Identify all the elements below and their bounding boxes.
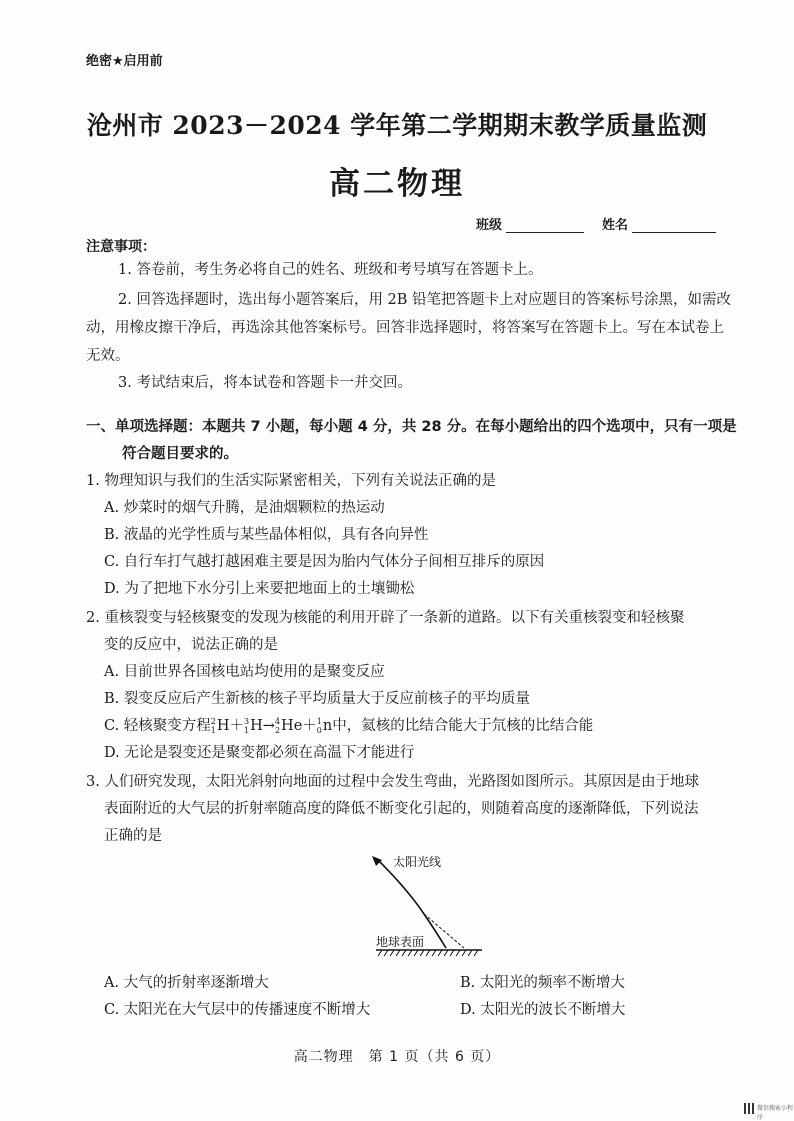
question-3-stem: 3. 人们研究发现，太阳光斜射向地面的过程中会发生弯曲，光路图如图所示。其原因是由于地球: [86, 774, 699, 790]
note-item: 3. 考试结束后，将本试卷和答题卡一并交回。: [118, 375, 412, 391]
dashed-straight-path: [424, 914, 464, 948]
n-z: 0: [316, 726, 322, 735]
section-heading: [86, 414, 746, 468]
h3-mass: 3: [244, 717, 250, 726]
section-heading-line2: 符合题目要求的。: [122, 446, 238, 462]
watermark-text: 微信搜索小程序: [757, 1105, 794, 1121]
class-label: 班级: [476, 218, 503, 233]
n-mass: 1: [316, 717, 322, 726]
refraction-figure: [360, 850, 500, 960]
question-2-option-c: [104, 713, 593, 740]
question-2-option-d: D. 无论是裂变还是聚变都必须在高温下才能进行: [104, 745, 415, 761]
question-2-stem-cont: 变的反应中，说法正确的是: [104, 637, 278, 653]
option-c-suffix: 中，氦核的比结合能大于氘核的比结合能: [332, 718, 594, 734]
he-mass: 4: [274, 717, 281, 726]
plus-sign: ＋: [302, 718, 317, 734]
confidential-mark: 绝密★启用前: [86, 54, 163, 69]
ground-hatch: [378, 950, 478, 956]
question-1-option-c: C. 自行车打气越打越困难主要是因为胎内气体分子间相互排斥的原因: [104, 554, 545, 570]
question-1-option-a: A. 炒菜时的烟气升腾，是油烟颗粒的热运动: [104, 500, 385, 516]
nuclide-he-numbers: [275, 717, 280, 735]
nuclide-he: He: [281, 718, 303, 734]
question-1-option-b: B. 液晶的光学性质与某些晶体相似，具有各向异性: [104, 527, 429, 543]
note-item: 2. 回答选择题时，选出每小题答案后，用 2B 铅笔把答题卡上对应题目的答案标号涂黑，如需改动，用橡皮擦干净后，再选涂其他答案标号。回答非选择题时，将答案写在答题卡上。写在本试卷上无效。: [86, 292, 732, 364]
neutron-numbers: [317, 717, 322, 735]
name-label: 姓名: [602, 218, 629, 233]
question-3-option-b: B. 太阳光的频率不断增大: [460, 975, 625, 991]
reaction-arrow: →: [262, 718, 275, 734]
nuclide-h2-numbers: [211, 717, 216, 735]
nuclide-h2: H: [216, 718, 230, 734]
question-3-stem-cont: 正确的是: [104, 828, 162, 844]
h3-z: 1: [244, 726, 250, 735]
arrow-head-icon: [372, 856, 382, 866]
exam-subject: 高二物理: [329, 166, 465, 202]
question-1-stem: 1. 物理知识与我们的生活实际紧密相关，下列有关说法正确的是: [86, 473, 496, 489]
nuclide-h3-numbers: [244, 717, 249, 735]
name-blank[interactable]: [632, 218, 716, 233]
h2-z: 1: [210, 726, 216, 735]
question-3-option-c: C. 太阳光在大气层中的传播速度不断增大: [104, 1002, 371, 1018]
note-item: 1. 答卷前，考生务必将自己的姓名、班级和考号填写在答题卡上。: [118, 262, 543, 278]
he-z: 2: [274, 726, 281, 735]
page-footer: 高二物理 第 1 页（共 6 页）: [293, 1049, 501, 1065]
class-field[interactable]: [476, 214, 584, 233]
class-blank[interactable]: [506, 218, 584, 233]
question-2-option-a: A. 目前世界各国核电站均使用的是聚变反应: [104, 664, 385, 680]
question-2-stem: 2. 重核裂变与轻核聚变的发现为核能的利用开辟了一条新的道路。以下有关重核裂变和轻核聚: [86, 610, 685, 626]
option-c-prefix: C. 轻核聚变方程: [104, 718, 211, 734]
question-3-stem-cont: 表面附近的大气层的折射率随高度的降低不断变化引起的，则随着高度的逐渐降低，下列说法: [104, 801, 699, 817]
exam-title: 沧州市 2023－2024 学年第二学期期末教学质量监测: [86, 111, 708, 140]
h2-mass: 2: [210, 717, 216, 726]
notes-heading: 注意事项：: [86, 239, 156, 255]
plus-sign: ＋: [229, 718, 245, 734]
section-heading-line1: 一、单项选择题：本题共 7 小题，每小题 4 分，共 28 分。在每小题给出的四个选项中，只有一项是: [86, 419, 737, 435]
student-fields: [476, 214, 716, 233]
ground-label: 地球表面: [376, 935, 425, 949]
name-field[interactable]: [602, 214, 716, 233]
question-1-option-d: D. 为了把地下水分引上来要把地面上的土壤锄松: [104, 581, 415, 597]
question-2-option-b: B. 裂变反应后产生新核的核子平均质量大于反应前核子的平均质量: [104, 691, 530, 707]
neutron: n: [322, 718, 333, 734]
qr-code-icon: [744, 1103, 755, 1114]
refraction-diagram: [360, 850, 500, 960]
nuclide-h3: H: [250, 718, 263, 734]
question-3-option-a: A. 大气的折射率逐渐增大: [104, 975, 269, 991]
question-3-option-d: D. 太阳光的波长不断增大: [460, 1002, 626, 1018]
ray-label: 太阳光线: [393, 855, 442, 869]
